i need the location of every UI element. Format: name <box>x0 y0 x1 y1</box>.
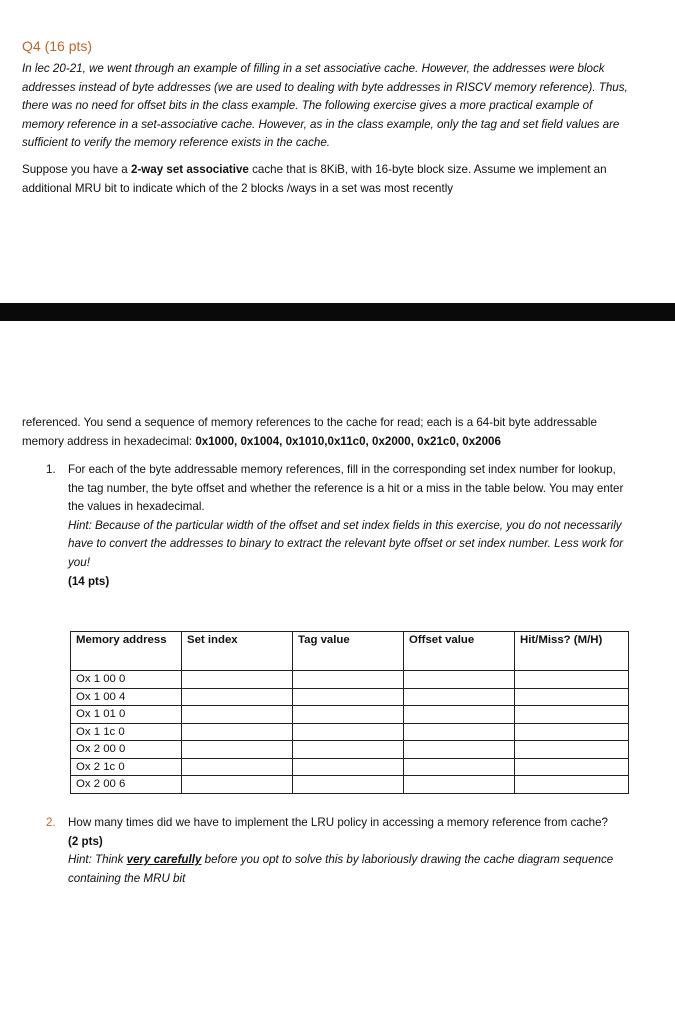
header-offset-value: Offset value <box>404 632 515 671</box>
set-index-cell[interactable] <box>182 758 293 776</box>
hit-miss-cell[interactable] <box>515 776 629 794</box>
address-cell: Ox 1 00 0 <box>71 671 182 689</box>
question-intro: In lec 20-21, we went through an example of filling in a set associative cache. However, the addresses were block addresses instead of byte addresses (we are used to dealing with byte addresses in RISCV memory reference). Thus, there was no need for offset bits in the class example. The following exercise gives a more practical example of memory reference in a set-associative cache. However, as in the class example, only the tag and set field values are sufficient to verify the memory reference exists in the cache. <box>22 62 628 150</box>
table-row <box>71 671 629 689</box>
address-cell: Ox 2 00 0 <box>71 741 182 759</box>
hit-miss-cell[interactable] <box>515 671 629 689</box>
offset-cell[interactable] <box>404 776 515 794</box>
cache-type: 2-way set associative <box>130 163 249 176</box>
tag-cell[interactable] <box>293 723 404 741</box>
table-row <box>71 688 629 706</box>
offset-cell[interactable] <box>404 723 515 741</box>
item1-number: 1. <box>46 463 56 476</box>
table-row <box>71 723 629 741</box>
cache-description-text: Suppose you have a <box>22 163 131 176</box>
table-row <box>71 776 629 794</box>
redaction-bar <box>0 303 675 321</box>
tag-cell[interactable] <box>293 776 404 794</box>
item2-hint <box>68 851 634 888</box>
hit-miss-cell[interactable] <box>515 741 629 759</box>
table-row <box>71 758 629 776</box>
address-cell: Ox 2 1c 0 <box>71 758 182 776</box>
header-hit-miss: Hit/Miss? (M/H) <box>515 632 629 671</box>
address-cell: Ox 1 00 4 <box>71 688 182 706</box>
question-title: Q4 (16 pts) <box>22 38 93 54</box>
header-memory-address: Memory address <box>71 632 182 671</box>
item1-points: (14 pts) <box>68 574 110 588</box>
hit-miss-cell[interactable] <box>515 758 629 776</box>
item2-number: 2. <box>46 816 56 829</box>
table-header-row <box>71 632 629 671</box>
header-set-index: Set index <box>182 632 293 671</box>
item1-hint: Hint: Because of the particular width of the offset and set index fields in this exercise, you do not necessarily have to convert the addresses to binary to extract the relevant byte offset or set index number. Less work for you! <box>68 518 624 569</box>
address-cell: Ox 1 01 0 <box>71 706 182 724</box>
set-index-cell[interactable] <box>182 776 293 794</box>
offset-cell[interactable] <box>404 758 515 776</box>
memory-references-list: 0x1000, 0x1004, 0x1010,0x11c0, 0x2000, 0x21c0, 0x2006 <box>195 434 501 448</box>
item2-hint-rest: before you opt to solve this by laboriously drawing the cache diagram sequence containing the MRU bit <box>68 853 614 885</box>
tag-cell[interactable] <box>293 688 404 706</box>
item1-text: For each of the byte addressable memory references, fill in the corresponding set index number for lookup, the tag number, the byte offset and whether the reference is a hit or a miss in the table below. You may enter the values in hexadecimal. <box>68 463 624 514</box>
hit-miss-cell[interactable] <box>515 688 629 706</box>
cache-description-rest: cache that is 8KiB, with 16-byte block size. Assume we implement an additional MRU bit to indicate which of the 2 blocks /ways in a set was most recently <box>22 163 607 195</box>
tag-cell[interactable] <box>293 671 404 689</box>
hit-miss-cell[interactable] <box>515 706 629 724</box>
offset-cell[interactable] <box>404 741 515 759</box>
item2-body <box>68 814 634 888</box>
set-index-cell[interactable] <box>182 688 293 706</box>
item2-hint-start: Hint: Think <box>68 853 127 867</box>
hit-miss-cell[interactable] <box>515 723 629 741</box>
address-cell: Ox 1 1c 0 <box>71 723 182 741</box>
cache-table <box>70 631 629 794</box>
set-index-cell[interactable] <box>182 671 293 689</box>
set-index-cell[interactable] <box>182 741 293 759</box>
table-row <box>71 706 629 724</box>
set-index-cell[interactable] <box>182 706 293 724</box>
cache-description <box>22 161 634 198</box>
item2-hint-emphasis: very carefully <box>126 853 202 867</box>
offset-cell[interactable] <box>404 671 515 689</box>
offset-cell[interactable] <box>404 706 515 724</box>
item1-body <box>68 461 634 591</box>
tag-cell[interactable] <box>293 706 404 724</box>
tag-cell[interactable] <box>293 741 404 759</box>
tag-cell[interactable] <box>293 758 404 776</box>
set-index-cell[interactable] <box>182 723 293 741</box>
item2-text: How many times did we have to implement the LRU policy in accessing a memory reference from cache? <box>68 816 608 829</box>
memory-references-text: referenced. You send a sequence of memory references to the cache for read; each is a 64-bit byte addressable memory address in hexadecimal: <box>22 416 597 448</box>
memory-references-paragraph <box>22 414 634 451</box>
item2-points: (2 pts) <box>68 834 103 848</box>
header-tag-value: Tag value <box>293 632 404 671</box>
table-row <box>71 741 629 759</box>
address-cell: Ox 2 00 6 <box>71 776 182 794</box>
offset-cell[interactable] <box>404 688 515 706</box>
